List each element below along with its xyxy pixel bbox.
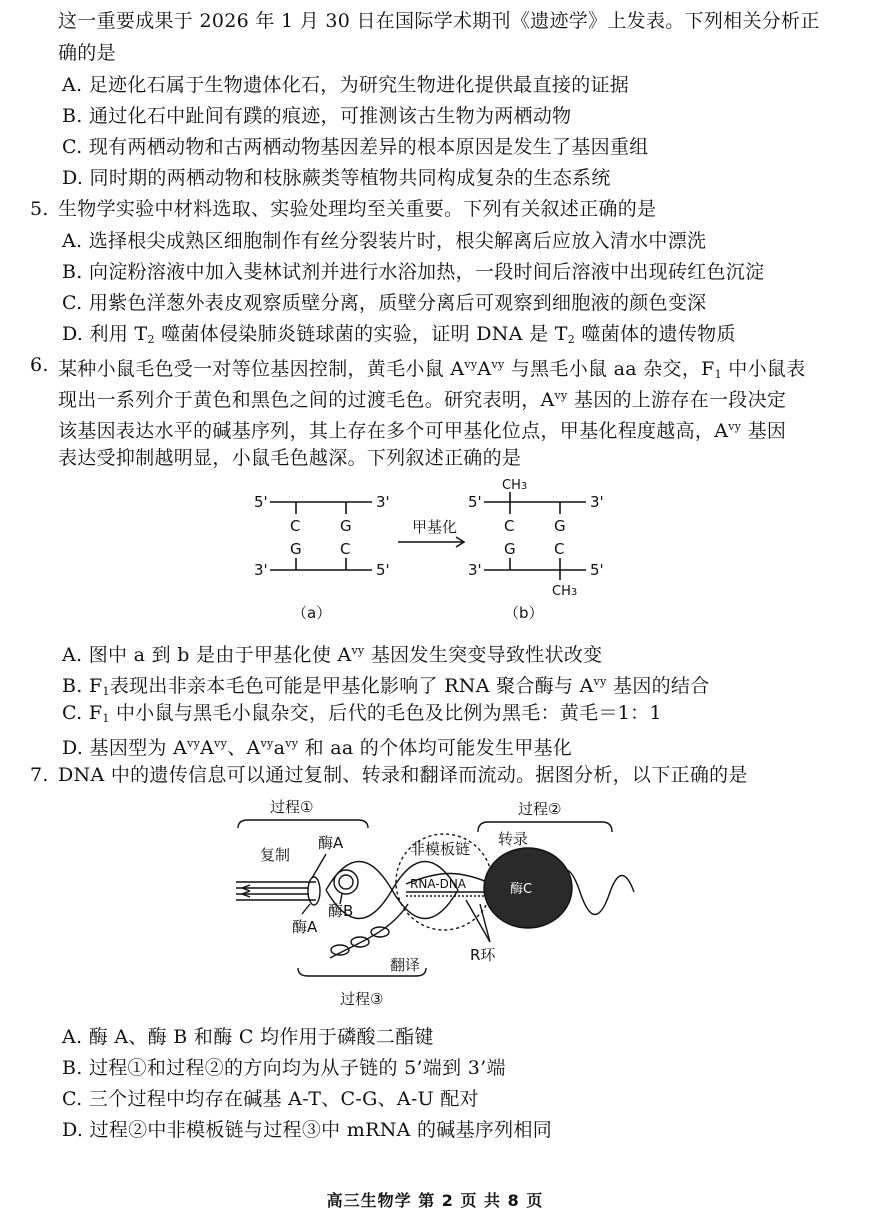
fig-b-5prime-bottom: 5' bbox=[590, 561, 604, 579]
fig-b-3prime-top: 3' bbox=[590, 493, 604, 511]
q4-option-a: A. 足迹化石属于生物遗体化石，为研究生物进化提供最直接的证据 bbox=[62, 74, 630, 96]
fig-b-base-c2: C bbox=[554, 540, 565, 558]
q7-number: 7. bbox=[30, 764, 49, 786]
replication-label: 复制 bbox=[260, 846, 291, 864]
fig-a-base-c2: C bbox=[340, 540, 351, 558]
q6-number: 6. bbox=[30, 354, 49, 376]
fig-b-methyl-top: CH3 bbox=[502, 478, 528, 493]
q5-option-b: B. 向淀粉溶液中加入斐林试剂并进行水浴加热，一段时间后溶液中出现砖红色沉淀 bbox=[62, 261, 765, 283]
q5-stem: 生物学实验中材料选取、实验处理均至关重要。下列有关叙述正确的是 bbox=[58, 198, 657, 220]
q4-option-d: D. 同时期的两栖动物和枝脉蕨类等植物共同构成复杂的生态系统 bbox=[62, 167, 611, 189]
nontemplate-strand-label: 非模板链 bbox=[410, 840, 471, 858]
q4-stem-line1: 这一重要成果于 2026 年 1 月 30 日在国际学术期刊《遗迹学》上发表。下列相关分析正 bbox=[58, 10, 820, 32]
q6-stem-line2: 现出一系列介于黄色和黑色之间的过渡毛色。研究表明，$A^{vy}$ 基因的上游存在一段决定 bbox=[58, 389, 787, 411]
rna-dna-label: RNA-DNA bbox=[410, 877, 467, 891]
enzyme-a-bottom-label: 酶A bbox=[292, 918, 318, 936]
fig-a-3prime-top: 3' bbox=[376, 493, 390, 511]
q6-stem-line1: 某种小鼠毛色受一对等位基因控制，黄毛小鼠 $A^{vy}A^{vy}$ 与黑毛小鼠 aa 杂交，$F_1$ 中小鼠表 bbox=[58, 358, 806, 381]
q6-option-d: D. 基因型为 $A^{vy}A^{vy}$、$A^{vy}a^{vy}$ 和 aa 的个体均可能发生甲基化 bbox=[62, 737, 573, 759]
fig-a-base-c1: C bbox=[290, 517, 301, 535]
q7-option-c: C. 三个过程中均存在碱基 A-T、C-G、A-U 配对 bbox=[62, 1088, 479, 1110]
q5-option-c: C. 用紫色洋葱外表皮观察质壁分离，质壁分离后可观察到细胞液的颜色变深 bbox=[62, 292, 707, 314]
q6-stem-line3: 该基因表达水平的碱基序列，其上存在多个可甲基化位点，甲基化程度越高，$A^{vy}$ 基因 bbox=[58, 420, 787, 442]
fig-b-3prime-bottom: 3' bbox=[468, 561, 482, 579]
process-2-label: 过程② bbox=[518, 800, 562, 818]
fig-a-base-g1: G bbox=[340, 517, 352, 535]
q5-option-a: A. 选择根尖成熟区细胞制作有丝分裂装片时，根尖解离后应放入清水中漂洗 bbox=[62, 230, 707, 252]
q5-number: 5. bbox=[30, 198, 49, 220]
gene-expression-figure bbox=[230, 792, 650, 1018]
fig-b-5prime-top: 5' bbox=[468, 493, 482, 511]
r-loop-label: R环 bbox=[470, 946, 496, 964]
process-1-label: 过程① bbox=[270, 798, 314, 816]
fig-a-3prime-bottom: 3' bbox=[254, 561, 268, 579]
q7-option-b: B. 过程①和过程②的方向均为从子链的 5’端到 3’端 bbox=[62, 1057, 506, 1079]
q4-option-b: B. 通过化石中趾间有蹼的痕迹，可推测该古生物为两栖动物 bbox=[62, 105, 572, 127]
q4-stem-line2: 确的是 bbox=[58, 42, 116, 64]
methylation-figure bbox=[240, 474, 640, 624]
q5-option-d: D. 利用 $T_2$ 噬菌体侵染肺炎链球菌的实验，证明 DNA 是 $T_2$ 噬菌体的遗传物质 bbox=[62, 323, 736, 346]
fig-a-5prime-top: 5' bbox=[254, 493, 268, 511]
q7-option-a: A. 酶 A、酶 B 和酶 C 均作用于磷酸二酯键 bbox=[62, 1026, 434, 1048]
q7-option-d: D. 过程②中非模板链与过程③中 mRNA 的碱基序列相同 bbox=[62, 1119, 553, 1141]
q6-option-a: A. 图中 a 到 b 是由于甲基化使 $A^{vy}$ 基因发生突变导致性状改变 bbox=[62, 644, 603, 666]
enzyme-c-label: 酶C bbox=[510, 882, 533, 897]
fig-a-base-g2: G bbox=[290, 540, 302, 558]
methylation-arrow-label: 甲基化 bbox=[412, 518, 458, 536]
q6-stem-line4: 表达受抑制越明显，小鼠毛色越深。下列叙述正确的是 bbox=[58, 447, 522, 469]
fig-b-base-g2: G bbox=[504, 540, 516, 558]
fig-a-5prime-bottom: 5' bbox=[376, 561, 390, 579]
q6-option-b: B. $F_1$表现出非亲本毛色可能是甲基化影响了 RNA 聚合酶与 $A^{vy}$ 基因的结合 bbox=[62, 675, 710, 698]
fig-b-base-g1: G bbox=[554, 517, 566, 535]
fig-b-base-c1: C bbox=[504, 517, 515, 535]
transcription-label: 转录 bbox=[498, 830, 529, 848]
q7-stem: DNA 中的遗传信息可以通过复制、转录和翻译而流动。据图分析，以下正确的是 bbox=[58, 764, 748, 786]
process-3-label: 过程③ bbox=[340, 990, 384, 1008]
translation-label: 翻译 bbox=[390, 956, 421, 974]
fig-label-a: （a） bbox=[292, 604, 332, 622]
page-footer: 高三生物学 第 2 页 共 8 页 bbox=[326, 1191, 544, 1210]
fig-b-methyl-bottom: CH3 bbox=[552, 584, 578, 599]
enzyme-a-top-label: 酶A bbox=[318, 834, 344, 852]
fig-label-b: （b） bbox=[504, 604, 544, 622]
q4-option-c: C. 现有两栖动物和古两栖动物基因差异的根本原因是发生了基因重组 bbox=[62, 136, 649, 158]
q6-option-c: C. $F_1$ 中小鼠与黑毛小鼠杂交，后代的毛色及比例为黑毛：黄毛＝1：1 bbox=[62, 702, 662, 725]
enzyme-b-label: 酶B bbox=[328, 902, 354, 920]
